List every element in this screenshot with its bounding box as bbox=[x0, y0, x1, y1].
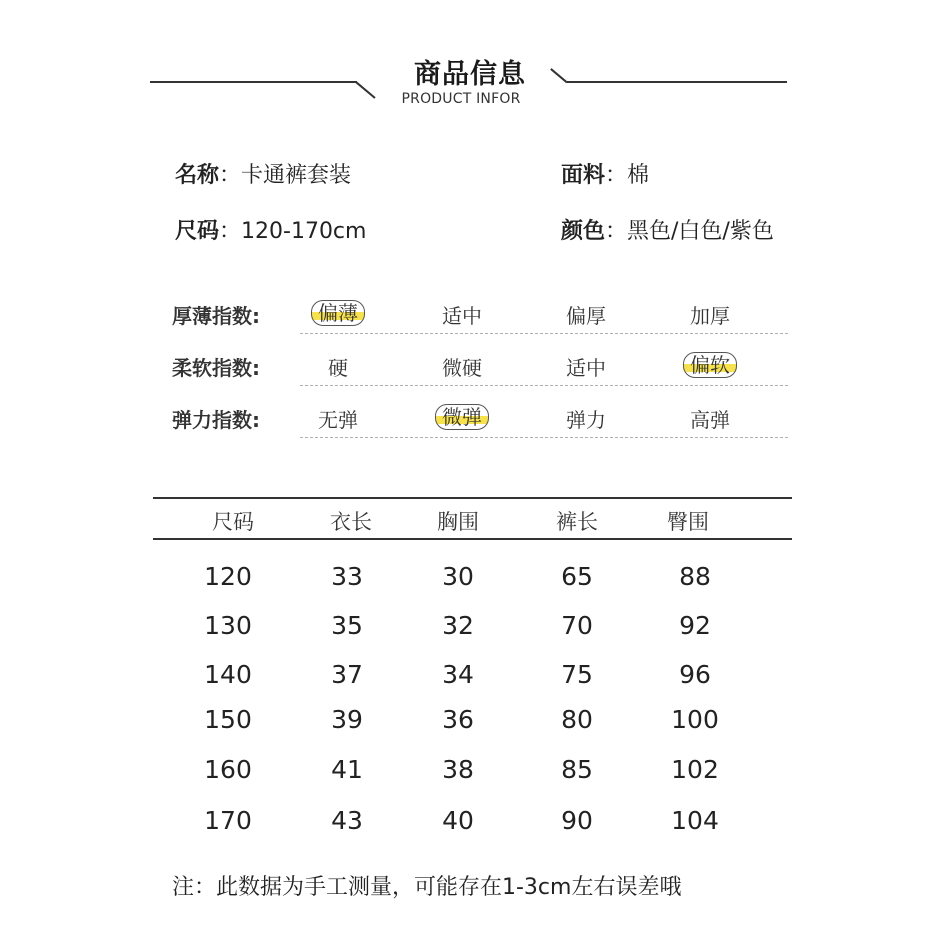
table-cell: 90 bbox=[561, 806, 593, 835]
table-cell: 80 bbox=[561, 705, 593, 734]
table-cell: 41 bbox=[331, 755, 363, 784]
info-color-value: ：黑色/白色/紫色 bbox=[605, 219, 774, 244]
index-label: 厚薄指数: bbox=[172, 304, 260, 328]
index-option: 高弹 bbox=[690, 408, 730, 432]
index-option: 弹力 bbox=[566, 408, 606, 432]
info-color bbox=[561, 214, 774, 245]
table-cell: 102 bbox=[671, 755, 719, 784]
table-cell: 70 bbox=[561, 611, 593, 640]
table-header-hip: 臀围 bbox=[667, 510, 709, 534]
index-label: 弹力指数: bbox=[172, 408, 260, 432]
table-cell: 130 bbox=[204, 611, 252, 640]
index-label: 柔软指数: bbox=[172, 356, 260, 380]
table-cell: 38 bbox=[442, 755, 474, 784]
table-cell: 40 bbox=[442, 806, 474, 835]
table-cell: 34 bbox=[442, 660, 474, 689]
table-header-length: 衣长 bbox=[330, 510, 372, 534]
table-cell: 32 bbox=[442, 611, 474, 640]
table-cell: 43 bbox=[331, 806, 363, 835]
table-cell: 100 bbox=[671, 705, 719, 734]
info-size-value: ：120-170cm bbox=[219, 219, 367, 244]
info-name-label: 名称 bbox=[175, 163, 220, 188]
table-header-chest: 胸围 bbox=[437, 510, 479, 534]
index-option: 适中 bbox=[566, 356, 606, 380]
table-cell: 30 bbox=[442, 562, 474, 591]
info-fabric-label: 面料 bbox=[561, 163, 606, 188]
index-divider bbox=[300, 385, 788, 386]
index-divider bbox=[300, 437, 788, 438]
table-cell: 88 bbox=[679, 562, 711, 591]
info-name bbox=[175, 158, 351, 189]
table-cell: 92 bbox=[679, 611, 711, 640]
index-divider bbox=[300, 333, 788, 334]
page-title: 商品信息 bbox=[414, 59, 526, 90]
table-cell: 65 bbox=[561, 562, 593, 591]
table-cell: 150 bbox=[204, 705, 252, 734]
info-fabric bbox=[561, 158, 649, 189]
index-option: 加厚 bbox=[690, 304, 730, 328]
index-option: 无弹 bbox=[318, 408, 358, 432]
table-cell: 170 bbox=[204, 806, 252, 835]
index-option-selected: 微弹 bbox=[407, 404, 517, 430]
index-option-selected: 偏软 bbox=[655, 352, 765, 378]
table-cell: 36 bbox=[442, 705, 474, 734]
table-top-rule bbox=[153, 497, 792, 499]
info-fabric-value: ：棉 bbox=[605, 163, 650, 188]
index-option: 偏厚 bbox=[566, 304, 606, 328]
table-cell: 85 bbox=[561, 755, 593, 784]
table-cell: 35 bbox=[331, 611, 363, 640]
info-size-label: 尺码 bbox=[175, 219, 220, 244]
page-subtitle: PRODUCT INFOR bbox=[401, 91, 521, 107]
table-cell: 120 bbox=[204, 562, 252, 591]
table-header-size: 尺码 bbox=[212, 510, 254, 534]
table-cell: 33 bbox=[331, 562, 363, 591]
index-option-selected: 偏薄 bbox=[283, 300, 393, 326]
table-cell: 104 bbox=[671, 806, 719, 835]
table-header-pants-length: 裤长 bbox=[556, 510, 598, 534]
table-cell: 140 bbox=[204, 660, 252, 689]
index-option: 适中 bbox=[442, 304, 482, 328]
table-cell: 96 bbox=[679, 660, 711, 689]
table-cell: 75 bbox=[561, 660, 593, 689]
measurement-note: 注：此数据为手工测量，可能存在1-3cm左右误差哦 bbox=[172, 875, 682, 900]
table-header-rule bbox=[153, 538, 792, 540]
index-option: 微硬 bbox=[442, 356, 482, 380]
index-option: 硬 bbox=[328, 356, 348, 380]
info-name-value: ：卡通裤套装 bbox=[219, 163, 352, 188]
info-size bbox=[175, 214, 366, 245]
info-color-label: 颜色 bbox=[561, 219, 606, 244]
table-cell: 37 bbox=[331, 660, 363, 689]
table-cell: 39 bbox=[331, 705, 363, 734]
table-cell: 160 bbox=[204, 755, 252, 784]
